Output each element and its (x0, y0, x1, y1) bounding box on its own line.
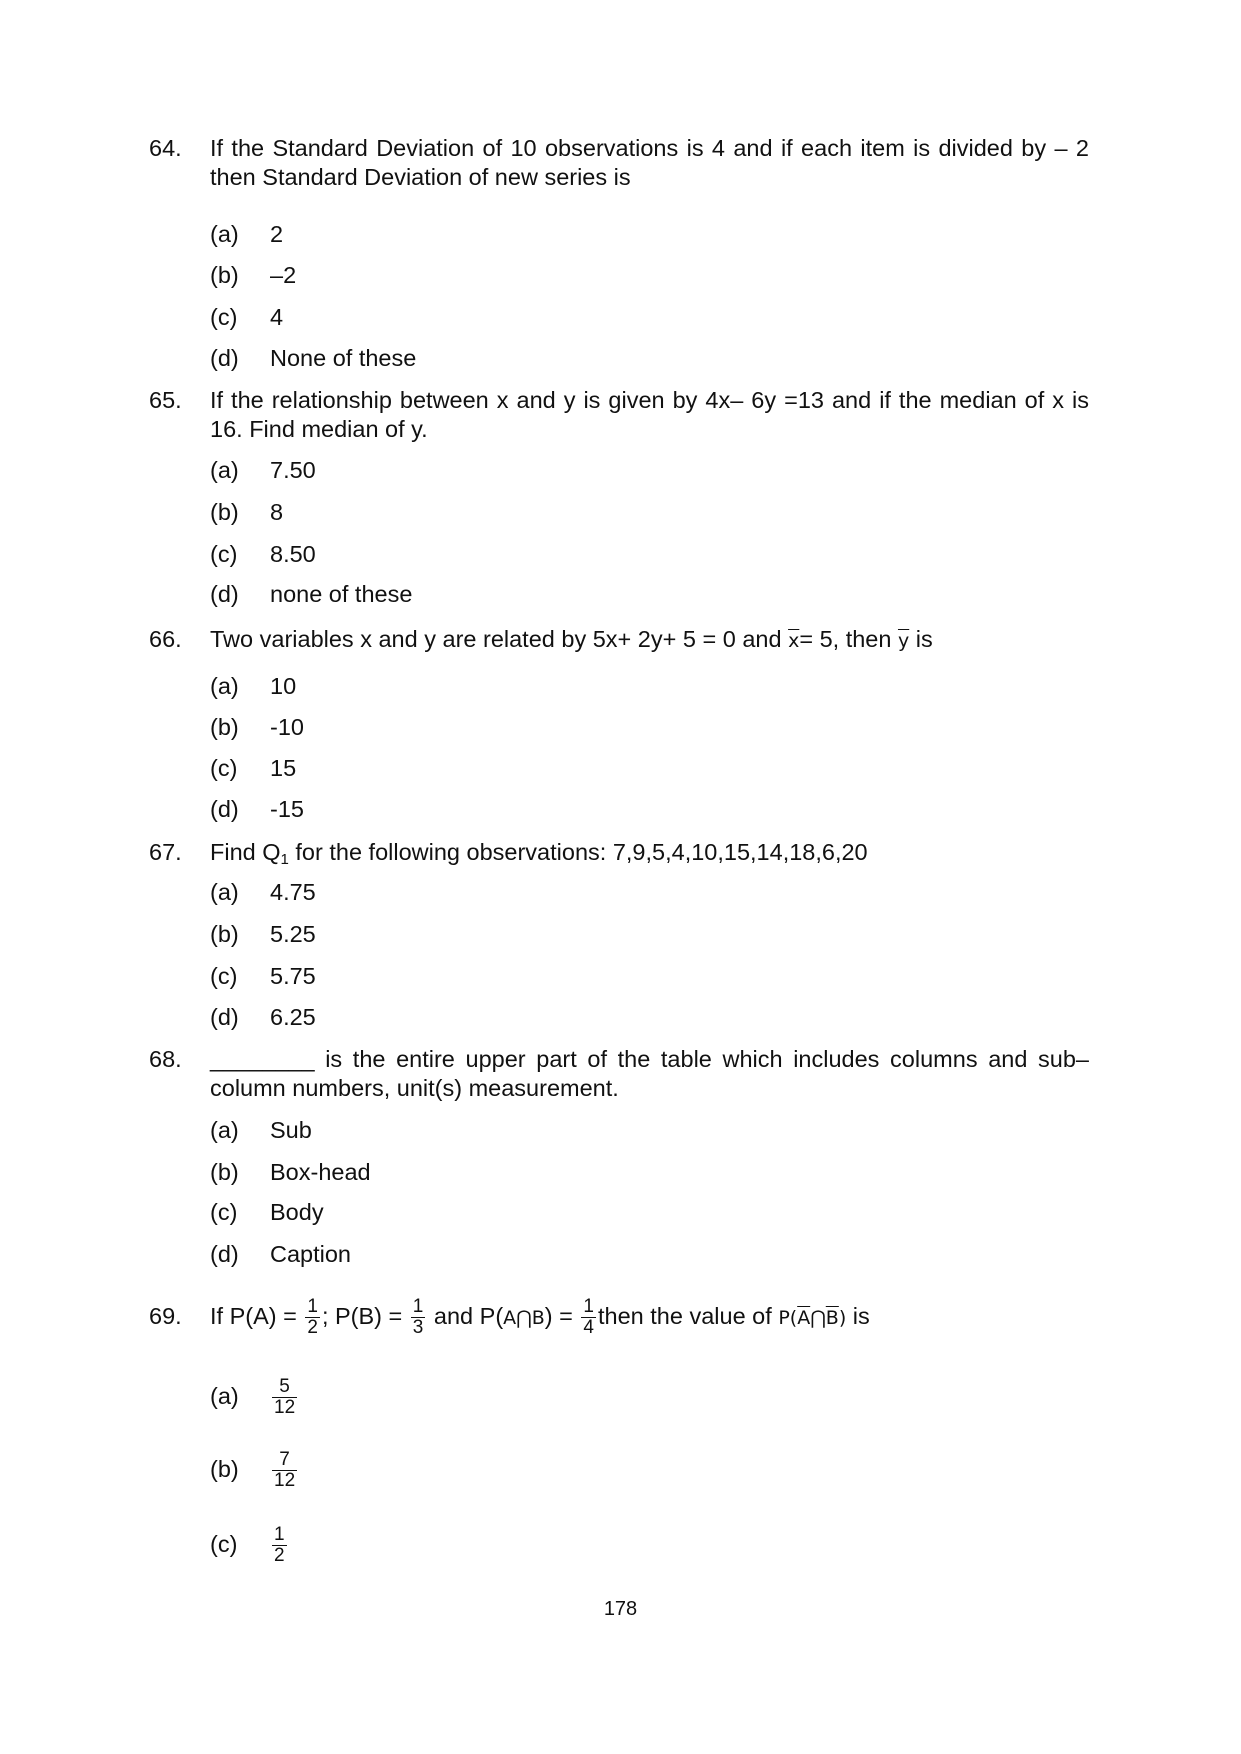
question-number: 66. (149, 626, 182, 652)
fraction: $\frac{1}{2}$ (307, 1296, 318, 1339)
fraction: $\frac{5}{12}$ (274, 1376, 296, 1419)
option-d: (d) None of these (210, 345, 417, 371)
option-d: (d) Caption (210, 1241, 351, 1267)
option-d: (d) -15 (210, 796, 304, 822)
question-text: Find $Q_1$ for the following observations: 7,9,5,4,10,15,14,18,6,20 (210, 839, 868, 868)
fraction: $\frac{1}{4}$ (583, 1296, 594, 1339)
option-c: (c) $\frac{1}{2}$ (210, 1524, 285, 1567)
fraction: $\frac{1}{2}$ (274, 1524, 285, 1567)
option-a: (a) 7.50 (210, 457, 316, 483)
option-c: (c) 4 (210, 304, 284, 330)
y-bar-symbol: $\overline{y}$ (897, 630, 910, 652)
option-b: (b) 5.25 (210, 921, 316, 947)
option-a: (a) 4.75 (210, 879, 316, 905)
question-69 (149, 1288, 1089, 1346)
question-number: 65. (149, 387, 182, 413)
option-b: (b) -10 (210, 714, 304, 740)
option-b: (b) 8 (210, 499, 284, 525)
question-number: 68. (149, 1046, 182, 1072)
question-64 (149, 134, 1089, 192)
question-text: If the Standard Deviation of 10 observations is 4 and if each item is divided by – 2 then Standard Deviation of new series is (210, 135, 1089, 190)
option-a: (a) 10 (210, 673, 297, 699)
option-a: (a) Sub (210, 1117, 312, 1143)
question-66 (149, 625, 1089, 656)
option-c: (c) 8.50 (210, 541, 316, 567)
question-number: 67. (149, 839, 182, 865)
subscript: 1 (280, 851, 289, 868)
option-b: (b) Box-head (210, 1159, 371, 1185)
page-number: 178 (603, 1598, 638, 1620)
question-65 (149, 386, 1089, 444)
option-c: (c) 15 (210, 755, 297, 781)
fraction: $\frac{7}{12}$ (274, 1449, 296, 1492)
option-d: (d) 6.25 (210, 1004, 316, 1030)
option-d: (d) none of these (210, 581, 413, 607)
question-67 (149, 838, 1089, 867)
question-text: If P(A) = $\frac{1}{2}$ ; P(B) = $\frac{1}{3}$ and P(A⋂B) = $\frac{1}{4}$ then the value of $P(\overline{A}⋂\overline{B})$ is (210, 1296, 870, 1339)
option-c: (c) Body (210, 1199, 324, 1225)
question-number: 64. (149, 135, 182, 161)
option-a: (a) 2 (210, 221, 284, 247)
question-text: ________ is the entire upper part of the table which includes columns and sub–column numbers, unit(s) measurement. (210, 1046, 1089, 1101)
fraction: $\frac{1}{3}$ (412, 1296, 424, 1339)
option-b: (b) –2 (210, 262, 297, 288)
question-number: 69. (149, 1303, 182, 1329)
question-text: If the relationship between x and y is given by 4x– 6y =13 and if the median of x is 16. Find median of y. (210, 387, 1089, 442)
question-68 (149, 1045, 1089, 1103)
option-b: (b) $\frac{7}{12}$ (210, 1449, 296, 1492)
x-bar-symbol: $\overline{x}$ (788, 630, 800, 652)
question-text: Two variables x and y are related by 5x+ 2y+ 5 = 0 and $\overline{x}= 5$, then $\overline{y}$ is (210, 626, 933, 652)
option-a: (a) $\frac{5}{12}$ (210, 1376, 296, 1419)
probability-expression: $P(\overline{A}⋂\overline{B})$ (778, 1307, 847, 1329)
intersection-symbol: ⋂ (810, 1307, 826, 1329)
option-c: (c) 5.75 (210, 963, 316, 989)
intersection-symbol: ⋂ (516, 1307, 532, 1329)
